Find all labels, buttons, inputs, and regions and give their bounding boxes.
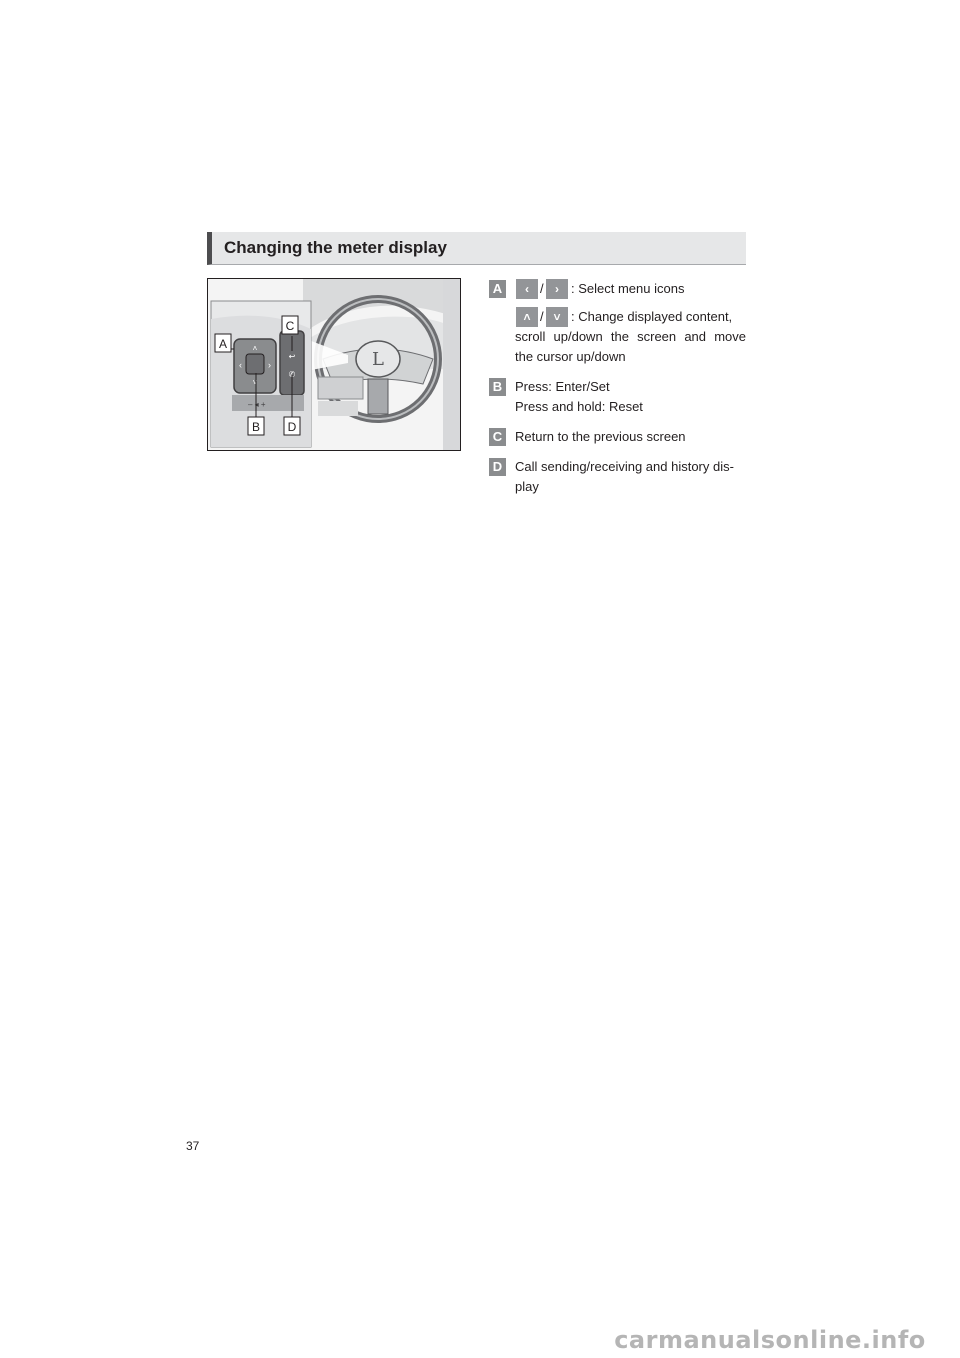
marker-d: D [489, 458, 506, 476]
steering-wheel-switch-illustration [207, 278, 461, 451]
watermark: carmanualsonline.info [580, 1322, 960, 1358]
up-arrow-icon: ˄ [516, 307, 538, 327]
down-arrow-icon: ˅ [546, 307, 568, 327]
item-b-line2: Press and hold: Reset [515, 399, 643, 414]
item-a-line1: : Select menu icons [571, 281, 685, 296]
callout-b: B [251, 420, 261, 434]
left-arrow-icon: ‹ [516, 279, 538, 299]
svg-text:˅: ˅ [252, 378, 258, 387]
key-separator-2: / [540, 309, 544, 324]
page-number: 37 [186, 1139, 200, 1153]
item-a-line4: the cursor up/down [515, 349, 626, 364]
item-a-line2: : Change displayed content, [571, 309, 733, 324]
item-d-line1: Call sending/receiving and history dis- [515, 459, 734, 474]
marker-a: A [489, 280, 506, 298]
item-c-line1: Return to the previous screen [515, 429, 686, 444]
callout-a: A [218, 337, 228, 351]
steering-wheel-illustration [208, 279, 460, 450]
callout-c: C [285, 319, 295, 333]
svg-text:‹: ‹ [239, 360, 242, 370]
svg-text:›: › [268, 360, 271, 370]
item-d-line2: play [515, 479, 539, 494]
marker-b: B [489, 378, 506, 396]
svg-text:↩: ↩ [288, 352, 296, 361]
svg-text:– ◂ +: – ◂ + [248, 400, 266, 409]
svg-text:˄: ˄ [252, 344, 258, 353]
item-b-line1: Press: Enter/Set [515, 379, 610, 394]
item-a-line3: scroll up/down the screen and move [515, 329, 746, 344]
callout-d: D [287, 420, 297, 434]
svg-text:L: L [372, 349, 384, 370]
section-header [207, 232, 746, 265]
marker-c: C [489, 428, 506, 446]
svg-text:✆: ✆ [288, 370, 296, 379]
key-separator: / [540, 281, 544, 296]
right-arrow-icon: › [546, 279, 568, 299]
section-title: Changing the meter display [224, 238, 447, 257]
